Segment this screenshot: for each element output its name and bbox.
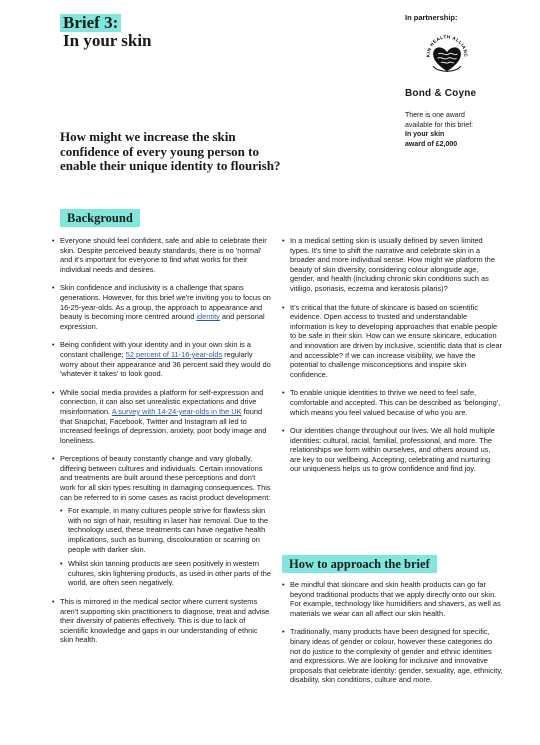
partner-block [405,13,525,149]
logo-text: KIN HEALTH ALLIANC [425,34,469,58]
list-item: • Our identities change throughout our lives. We all hold multiple identities: cultural, racial, familial, professional, and more. The relationships we form within ourselves, and others around us, are key to our wellbeing. Accepting, celebrating and nurturing our uniqueness helps us to grow confidence and find joy. [282,426,502,474]
list-item: • It's critical that the future of skincare is based on scientific evidence. Open access to trusted and understandable information is key to developing approaches that enable people to be safe in their skin. How can we ensure skincare, education and innovation are driven by inclusive, scientific data that is clear and accessible? If we can increase visibility, we have the potential to challenge misconceptions and inspire skin confidence. [282,303,502,380]
brief-subtitle: In your skin [63,31,152,50]
sub-list-item: • For example, in many cultures people strive for flawless skin with no sign of hair, resulting in laser hair removal. Due to the technology used, these treatments can have negative health implications, such as burning, discolouration or scarring on people with darker skin. [60,506,272,554]
brief-question: How might we increase the skin confidence of every young person to enable their unique identity to flourish? [60,129,281,173]
background-heading: Background [60,209,140,227]
partner-label: In partnership: [405,13,458,22]
survey-11-16-link[interactable]: 52 percent of 11-16-year-olds [125,349,223,359]
survey-uk-link[interactable]: A survey with 14-24-year-olds in the UK [111,406,242,416]
brief-title [60,14,152,50]
brief-label: Brief 3: [60,14,121,32]
award-amount: award of £2,000 [405,140,458,148]
award-line-1: There is one award [405,112,465,119]
partner-brand: Bond & Coyne [405,88,477,99]
identity-link[interactable]: identity [196,312,220,322]
list-item: • Perceptions of beauty constantly change and vary globally, differing between cultures and individuals. Certain innovations and treatments are built around these perceptions and don't work for all skin types resulting in damaging consequences. This can be referred to in some cases as racist product development: • For example, in many cultures people strive for flawless skin with no sign of hair, resulting in laser hair removal. Due to the technology used, these treatments can have negative health implications, such as burning, discolouration or scarring on people with darker skin. • Whilst skin tanning products are seen positively in western cultures, skin lightening products, as used in other parts of the world, are often seen negatively. [52,454,272,588]
list-item: • Everyone should feel confident, safe and able to celebrate their skin. Despite perceived beauty standards, there is no 'normal' and it's important for everyone to find what works for their individual needs and desires. [52,236,272,274]
list-item: • While social media provides a platform for self-expression and connection, it can also set unrealistic expectations and drive misinformation. A survey with 14-24-year-olds in the UK found that Snapchat, Facebook, Twitter and Instagram all led to increased feelings of depression, anxiety, poor body image and loneliness. [52,388,272,446]
approach-heading: How to approach the brief [282,555,437,573]
approach-column [282,580,504,694]
list-item: • Be mindful that skincare and skin health products can go far beyond traditional products that we apply directly onto our skin. For example, technology like humidifiers and shavers, as well as materials we wear can all affect our skin health. [282,580,504,618]
award-line-2: available for this brief: [405,121,474,129]
skin-health-alliance-logo [421,28,473,80]
list-item: • To enable unique identities to thrive we need to feel safe, comfortable and accepted. This can be described as 'belonging', which means you feel valued because of who you are. [282,388,502,417]
award-info [405,111,525,149]
list-item: • Being confident with your identity and in your own skin is a constant challenge; 52 percent of 11-16-year-olds regularly worry about their appearance and 36 percent said they would do 'whatever it takes' to look good. [52,340,272,378]
left-column [52,236,272,654]
sub-list-item: • Whilst skin tanning products are seen positively in western cultures, skin lightening products, as used in other parts of the world, are often seen negatively. [60,559,272,588]
award-name: In your skin [405,131,445,138]
list-item: • Traditionally, many products have been designed for specific, binary ideas of gender or colour, however these categories do not do justice to the complexity of gender and ethnic identities and expressions. We are looking for inclusive and innovative proposals that celebrate identity: gender, sexuality, age, ethnicity, disability, skin conditions, culture and more. [282,627,504,685]
list-item: • In a medical setting skin is usually defined by seven limited types. It's time to shift the narrative and celebrate skin in a broader and more individual sense. How might we platform the beauty of skin diversity, considering colour alongside age, gender, and health (including chronic skin conditions such as vitiligo, psoriasis, eczema and keratosis pilaris)? [282,236,502,294]
list-item: • This is mirrored in the medical sector where current systems aren't supporting skin practitioners to diagnose, treat and advise their diversity of patients effectively. This is due to lack of scientific knowledge and gaps in our understanding of ethnic skin health. [52,597,272,645]
right-column [282,236,502,483]
list-item: • Skin confidence and inclusivity is a challenge that spans generations. However, for this brief we're inviting you to focus on 16-25-year-olds. As a group, the approach to appearance and beauty is becoming more centred around identity and personal expression. [52,283,272,331]
